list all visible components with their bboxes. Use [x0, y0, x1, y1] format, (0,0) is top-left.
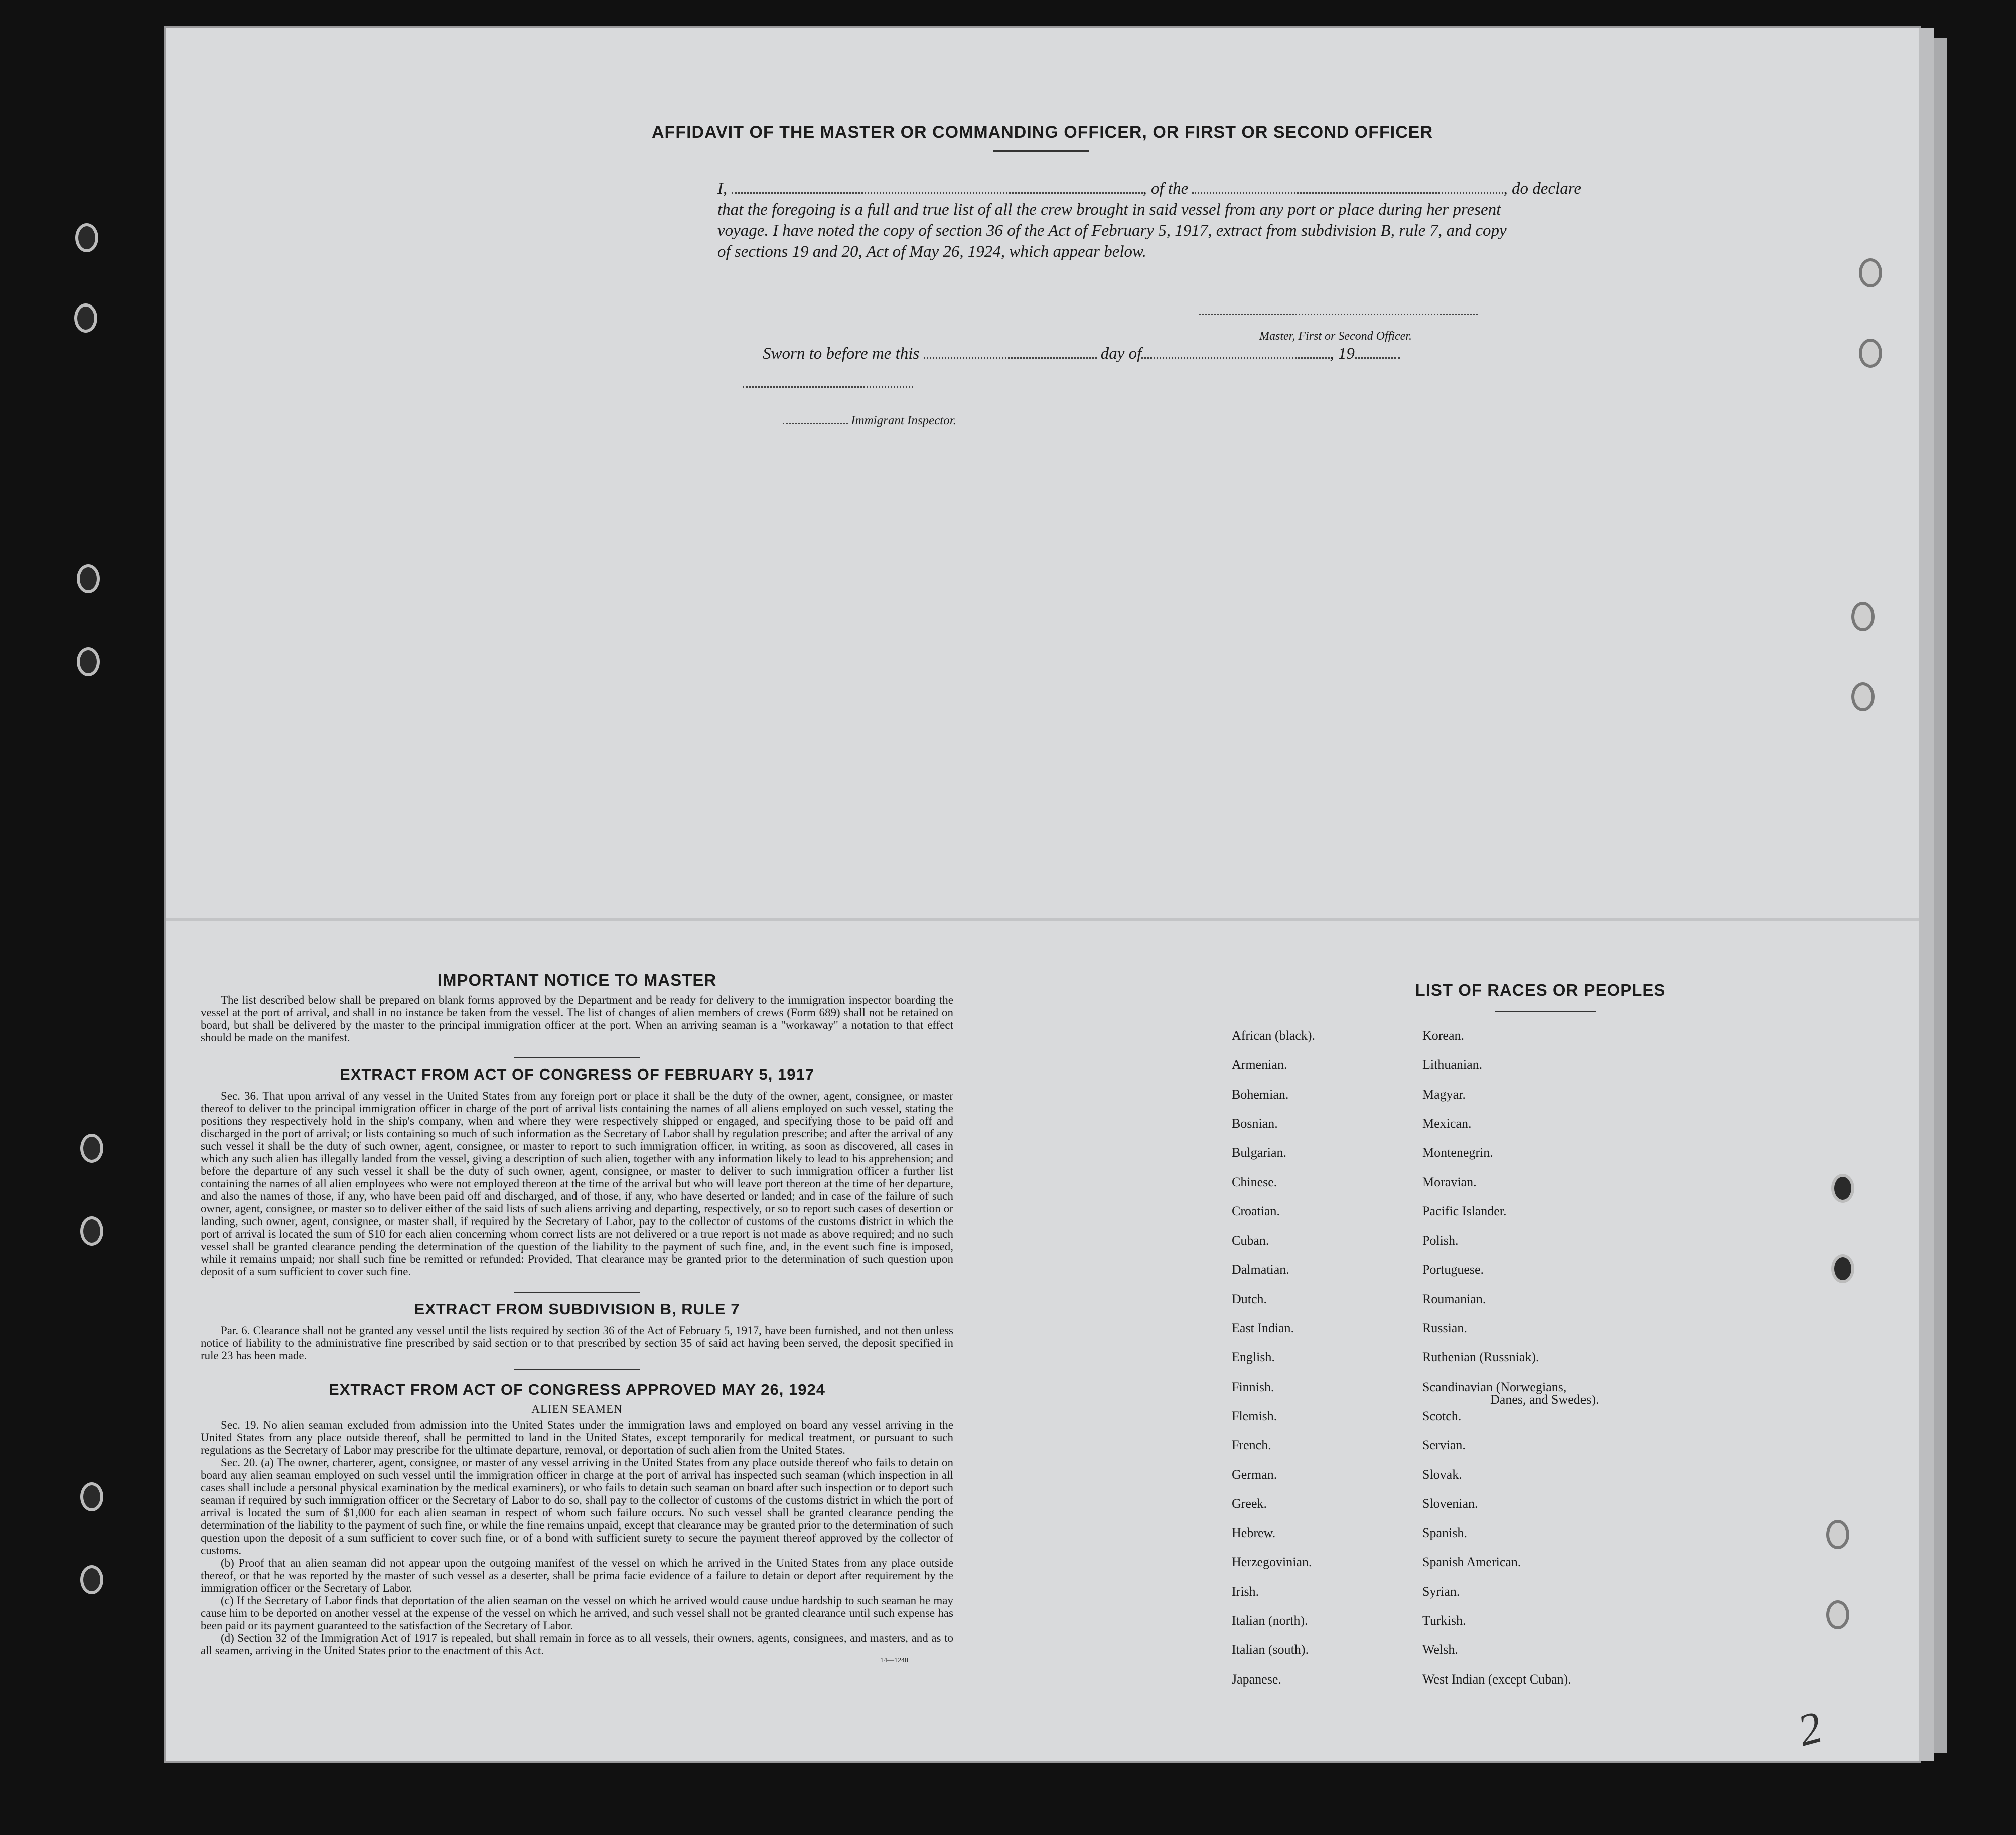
race-item: East Indian.: [1232, 1321, 1294, 1335]
race-item: Italian (north).: [1232, 1613, 1308, 1628]
year-label: , 19: [1330, 345, 1355, 363]
year-field: [1355, 357, 1400, 359]
sec20b-text: (b) Proof that an alien seaman did not appear upon the outgoing manifest of the vessel on which he arrived in the United States from any place outside thereof, or that he was reported by the master of such vessel as a deserter, shall be prima facie evidence of a failure to detain or deport after requirement by the immigration officer or the Secretary of Labor.: [201, 1557, 953, 1594]
divider: [993, 150, 1089, 152]
notice-text: The list described below shall be prepared on blank forms approved by the Department and be ready for delivery to the immigration inspector boarding the vessel at the port of arrival, and shall in no instance be taken from the vessel. The list of changes of alien members of crews (Form 689) shall not be retained on board, but shall be delivered by the master to the principal immigration officer at the port. When an arriving seaman is a "workaway" a notation to that effect should be made on the manifest.: [201, 994, 953, 1044]
inspector-caption-line: [783, 414, 956, 428]
race-item: Slovak.: [1422, 1467, 1462, 1482]
race-item: German.: [1232, 1467, 1277, 1482]
race-item: Magyar.: [1422, 1087, 1466, 1102]
race-item: Lithuanian.: [1422, 1057, 1483, 1073]
race-item: Roumanian.: [1422, 1291, 1486, 1306]
races-title: LIST OF RACES OR PEOPLES: [1415, 981, 1666, 999]
punch-hole: [1826, 1520, 1849, 1549]
vessel-name-field: [1192, 192, 1503, 194]
race-item: Chinese.: [1232, 1174, 1277, 1189]
punch-hole: [1859, 258, 1882, 287]
race-item: Syrian.: [1422, 1584, 1460, 1599]
day-of-label: day of: [1100, 345, 1142, 363]
race-item: Spanish American.: [1422, 1555, 1521, 1570]
race-item: Bosnian.: [1232, 1116, 1278, 1131]
page-edge: [1934, 38, 1947, 1753]
document-page: [166, 28, 1919, 1761]
punch-hole: [80, 1565, 103, 1594]
sworn-line: [763, 345, 1400, 363]
punch-hole: [75, 223, 98, 252]
race-item: Portuguese.: [1422, 1262, 1484, 1277]
alien-seamen-subtitle: ALIEN SEAMEN: [531, 1403, 623, 1415]
race-item: Dutch.: [1232, 1291, 1267, 1306]
race-item: French.: [1232, 1438, 1271, 1453]
race-item: English.: [1232, 1350, 1275, 1365]
punch-hole: [1859, 339, 1882, 368]
punch-hole: [80, 1482, 103, 1511]
punch-hole: [77, 647, 100, 676]
fold-line: [166, 918, 1919, 921]
rule7-text: Par. 6. Clearance shall not be granted any vessel until the lists required by section 36 of the Act of February 5, 1917, have been furnished, and not then unless notice of liability to the administrative fine prescribed by said section or to that prescribed by section 35 of said act having been served, the deposit specified in rule 23 has been made.: [201, 1324, 953, 1362]
i-label: I,: [717, 180, 728, 198]
affidavit-body: [717, 178, 1681, 262]
affidavit-line-1: that the foregoing is a full and true list of all the crew brought in said vessel from any port or place during her present: [717, 201, 1501, 219]
sec20c-text: (c) If the Secretary of Labor finds that deportation of the alien seaman on the vessel on which he arrived would cause undue hardship to such seaman he may cause him to be deported on another vessel at the expense of the vessel on which he arrived, and such vessel shall not be granted clearance until such expense has been paid or its payment guaranteed to the satisfaction of the Secretary of Labor.: [201, 1594, 953, 1632]
race-item: Welsh.: [1422, 1642, 1458, 1657]
race-item: Korean.: [1422, 1028, 1465, 1043]
race-item: Bohemian.: [1232, 1087, 1289, 1102]
sec20d-text: (d) Section 32 of the Immigration Act of 1917 is repealed, but shall remain in force as to all vessels, their owners, agents, consignees, and masters, and as to all seamen, arriving in the United States prior to the enactment of this Act.: [201, 1632, 953, 1657]
race-item: Flemish.: [1232, 1408, 1277, 1423]
race-item: Slovenian.: [1422, 1496, 1478, 1511]
race-item: Dalmatian.: [1232, 1262, 1289, 1277]
sec19-text: Sec. 19. No alien seaman excluded from admission into the United States under the immigration laws and employed on board any vessel arriving in the United States from any place outside thereof, shall be permitted to land in the United States, except temporarily for medical treatment, or pursuant to such regulations as the Secretary of Labor may prescribe for the ultimate departure, removal, or deportation of such alien from the United States.: [201, 1419, 953, 1456]
sworn-label: Sworn to before me this: [763, 345, 920, 363]
race-item: Greek.: [1232, 1496, 1267, 1511]
race-item: Bulgarian.: [1232, 1145, 1287, 1160]
race-item: Polish.: [1422, 1233, 1459, 1248]
race-item: Turkish.: [1422, 1613, 1466, 1628]
punch-hole: [1831, 1174, 1854, 1203]
divider: [514, 1292, 640, 1293]
notice-title: IMPORTANT NOTICE TO MASTER: [437, 971, 717, 989]
race-item: Moravian.: [1422, 1174, 1477, 1189]
of-the-label: , of the: [1142, 180, 1189, 198]
punch-hole: [77, 564, 100, 593]
punch-hole: [1851, 602, 1875, 631]
races-scandinavian-line2: Danes, and Swedes).: [1490, 1392, 1599, 1407]
divider: [514, 1369, 640, 1370]
race-item: Montenegrin.: [1422, 1145, 1493, 1160]
page-edge: [1919, 28, 1934, 1761]
divider: [1495, 1011, 1596, 1012]
race-item: Spanish.: [1422, 1525, 1467, 1541]
race-item: Cuban.: [1232, 1233, 1269, 1248]
race-item: Italian (south).: [1232, 1642, 1309, 1657]
sworn-day-field: [924, 357, 1097, 359]
sec20a-text: Sec. 20. (a) The owner, charterer, agent, consignee, or master of any vessel arriving in the United States from any place outside thereof who fails to detain on board any alien seaman employed on such vessel until the immigration officer in charge at the port of arrival has inspected such seaman (which inspection in all cases shall include a personal physical examination by the medical examiners), or who fails to detain such seaman on board after such inspection or to deport such seaman if required by such immigration officer or the Secretary of Labor to do so, shall pay to the collector of customs of the customs district in which the port of arrival is located the sum of $1,000 for each alien seaman in respect of whom such failure occurs. No such vessel shall be granted clearance pending the determination of the liability to the payment of such fine, or while the fine remains unpaid, except that clearance may be granted prior to the determination of such question upon the deposit of a sum sufficient to cover such fine, or of a bond with sufficient surety to secure the payment thereof approved by the collector of customs.: [201, 1456, 953, 1557]
race-item: Herzegovinian.: [1232, 1555, 1312, 1570]
affidavit-title: AFFIDAVIT OF THE MASTER OR COMMANDING OFFICER, OR FIRST OR SECOND OFFICER: [652, 123, 1433, 142]
extract-1917-title: EXTRACT FROM ACT OF CONGRESS OF FEBRUARY 5, 1917: [340, 1065, 814, 1083]
race-item: Hebrew.: [1232, 1525, 1276, 1541]
race-item: West Indian (except Cuban).: [1422, 1671, 1571, 1687]
race-item: Finnish.: [1232, 1379, 1274, 1394]
race-item: Servian.: [1422, 1438, 1466, 1453]
race-item: Pacific Islander.: [1422, 1203, 1507, 1218]
master-caption: Master, First or Second Officer.: [1259, 330, 1412, 343]
punch-hole: [1831, 1254, 1854, 1283]
punch-hole: [80, 1216, 103, 1246]
race-item: Russian.: [1422, 1321, 1467, 1335]
race-item: Irish.: [1232, 1584, 1259, 1599]
divider: [514, 1057, 640, 1058]
race-item: Japanese.: [1232, 1671, 1281, 1687]
punch-hole: [80, 1134, 103, 1163]
master-name-field: [732, 192, 1143, 194]
sworn-month-field: [1141, 357, 1330, 359]
do-declare-label: , do declare: [1503, 180, 1581, 198]
affidavit-line-2: voyage. I have noted the copy of section 36 of the Act of February 5, 1917, extract from subdivision B, rule 7, and copy: [717, 222, 1507, 240]
affidavit-line-3: of sections 19 and 20, Act of May 26, 1924, which appear below.: [717, 243, 1146, 261]
punch-hole: [1826, 1600, 1849, 1629]
race-item: Armenian.: [1232, 1057, 1287, 1073]
punch-hole: [74, 303, 97, 333]
punch-hole: [1851, 682, 1875, 711]
inspector-dots: [783, 423, 848, 424]
inspector-caption: Immigrant Inspector.: [851, 414, 956, 427]
form-number: 14—1240: [880, 1657, 908, 1664]
inspector-signature-line: [743, 386, 913, 388]
handwritten-mark: 2: [1792, 1702, 1828, 1756]
race-item: Scotch.: [1422, 1408, 1462, 1423]
race-item: Croatian.: [1232, 1203, 1280, 1218]
rule7-title: EXTRACT FROM SUBDIVISION B, RULE 7: [414, 1300, 740, 1318]
race-item: African (black).: [1232, 1028, 1316, 1043]
left-column: [201, 971, 953, 1665]
race-item: Scandinavian (Norwegians,: [1422, 1379, 1567, 1394]
race-item: Ruthenian (Russniak).: [1422, 1350, 1539, 1365]
extract-1917-text: Sec. 36. That upon arrival of any vessel in the United States from any foreign port or place it shall be the duty of the owner, agent, consignee, or master thereof to deliver to the principal immigration officer in charge of the port of arrival lists containing the names of all aliens employed on such vessel, stating the positions they respectively hold in the ship's company, when and where they were respectively shipped or engaged, and specifying those to be paid off and discharged in the port of arrival; or lists containing so much of such information as the Secretary of Labor shall by regulation prescribe; and after the arrival of any such vessel it shall be the duty of such owner, agent, consignee, or master to report to such immigration officer, in writing, as soon as discovered, all cases in which any such alien has illegally landed from the vessel, giving a description of such alien, together with any information likely to lead to his apprehension; and before the departure of any such vessel it shall be the duty of such owner, agent, consignee, or master to deliver to such immigration officer a further list containing the names of all alien employees who were not employed thereon at the time of the arrival but who will leave port thereon at the time of her departure, and also the names of those, if any, who have been paid off and discharged, and of those, if any, who have deserted or landed; and in case of the failure of such owner, agent, consignee, or master so to deliver either of the said lists of such aliens arriving and departing, respectively, or so to report such cases of desertion or landing, such owner, agent, consignee, or master shall, if required by the Secretary of Labor, pay to the collector of customs of the customs district in which the port of arrival is located the sum of $10 for each alien concerning whom correct lists are not delivered or a true report is not made as above required; and no such vessel shall be granted clearance pending the determination of the question of the liability to the payment of such fine, and, in the event such fine is imposed, while it remains unpaid; nor shall such fine be remitted or refunded: Provided, That clearance may be granted prior to the determination of such question upon deposit of a sum sufficient to cover such fine.: [201, 1090, 953, 1278]
race-item: Mexican.: [1422, 1116, 1472, 1131]
master-signature-line: [1199, 314, 1478, 315]
extract-1924-title: EXTRACT FROM ACT OF CONGRESS APPROVED MAY 26, 1924: [329, 1381, 825, 1398]
